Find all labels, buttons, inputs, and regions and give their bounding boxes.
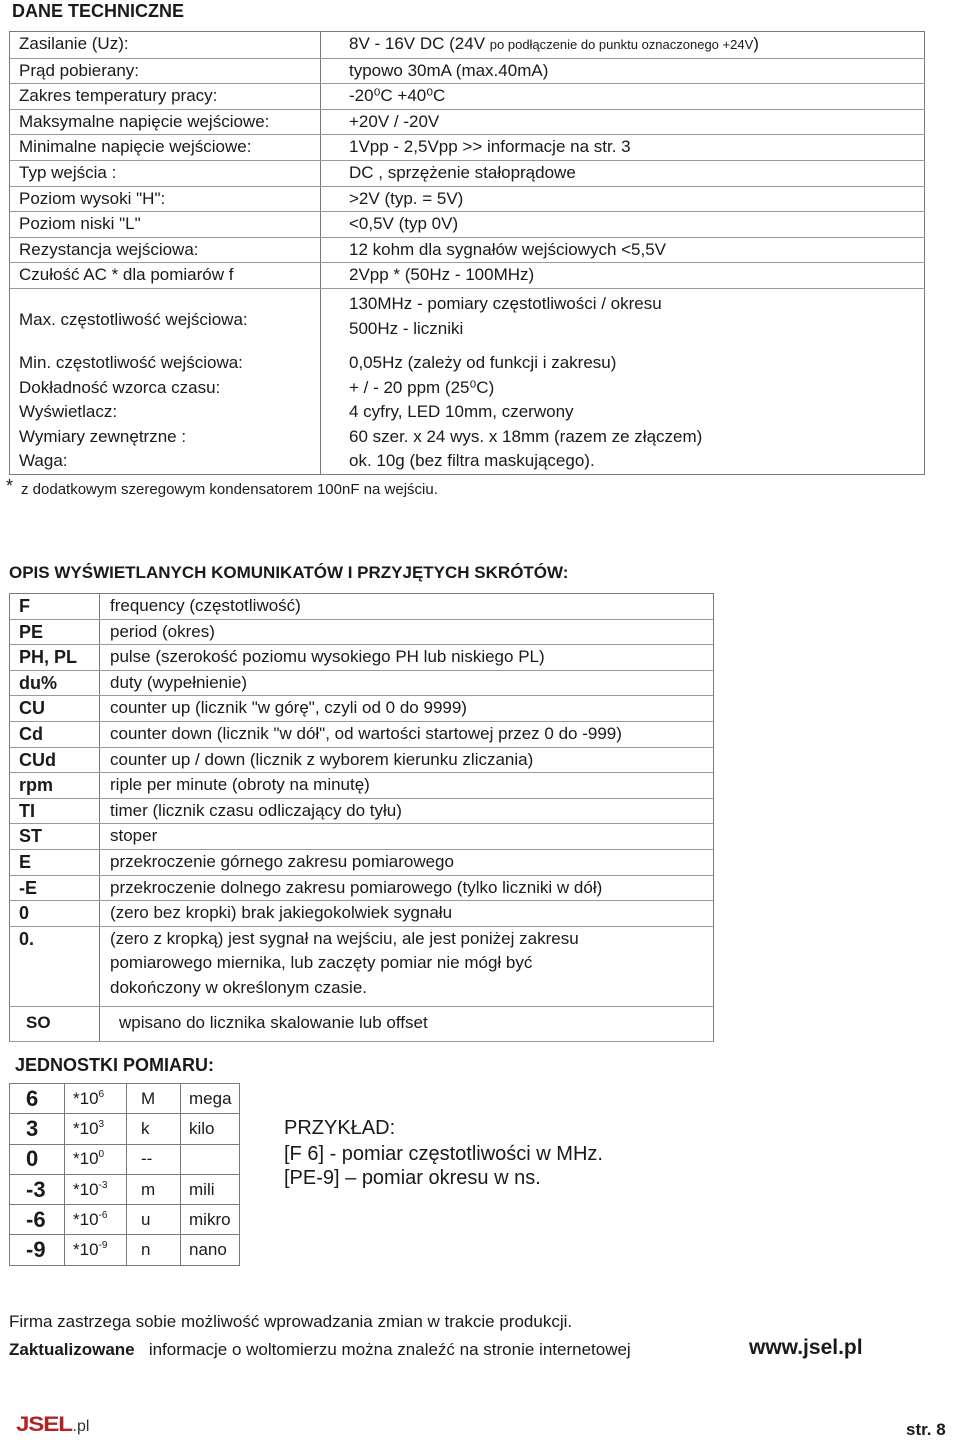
abbrev-desc: timer (licznik czasu odliczający do tyłu) bbox=[100, 798, 714, 824]
units-row bbox=[10, 1174, 240, 1204]
spec-row bbox=[10, 263, 925, 289]
abbrev-key: PE bbox=[10, 619, 100, 645]
abbrev-row bbox=[10, 747, 714, 773]
units-heading: JEDNOSTKI POMIARU: bbox=[15, 1055, 215, 1075]
unit-name: mili bbox=[181, 1174, 240, 1204]
unit-power: $*10^{-3}$ bbox=[65, 1174, 127, 1204]
footnote-mark: * bbox=[6, 476, 14, 496]
spec-value: typowo 30mA (max.40mA) bbox=[321, 58, 925, 84]
abbrev-key: Cd bbox=[10, 721, 100, 747]
spec-value: 0,05Hz (zależy od funkcji i zakresu) bbox=[349, 352, 617, 372]
abbrev-row bbox=[10, 1006, 714, 1041]
abbrev-row bbox=[10, 645, 714, 671]
unit-symbol: u bbox=[127, 1205, 181, 1235]
jsel-logo: JSEL.pl bbox=[16, 1413, 90, 1436]
unit-symbol: m bbox=[127, 1174, 181, 1204]
spec-row bbox=[10, 237, 925, 263]
unit-power: $*10^{-9}$ bbox=[65, 1235, 127, 1265]
unit-symbol: k bbox=[127, 1114, 181, 1144]
spec-row bbox=[10, 32, 925, 59]
spec-value: -20⁰C +40⁰C bbox=[321, 84, 925, 110]
abbrev-heading: OPIS WYŚWIETLANYCH KOMUNIKATÓW I PRZYJĘTYCH SKRÓTÓW: bbox=[9, 563, 569, 582]
abbrev-row bbox=[10, 619, 714, 645]
unit-exponent: -9 bbox=[10, 1235, 65, 1265]
spec-row bbox=[10, 449, 925, 474]
spec-label: Zakres temperatury pracy: bbox=[10, 84, 321, 110]
abbrev-desc: wpisano do licznika skalowanie lub offset bbox=[100, 1006, 714, 1041]
abbrev-key: -E bbox=[10, 875, 100, 901]
tech-heading: DANE TECHNICZNE bbox=[12, 1, 185, 21]
unit-symbol: n bbox=[127, 1235, 181, 1265]
abbrev-desc: przekroczenie dolnego zakresu pomiarowego (tylko liczniki w dół) bbox=[100, 875, 714, 901]
spec-label: Rezystancja wejściowa: bbox=[10, 237, 321, 263]
spec-label: Typ wejścia : bbox=[10, 160, 321, 186]
spec-row bbox=[10, 109, 925, 135]
abbrev-desc: riple per minute (obroty na minutę) bbox=[100, 773, 714, 799]
abbrev-desc: period (okres) bbox=[100, 619, 714, 645]
abbrev-desc: counter down (licznik "w dół", od wartości startowej przez 0 do -999) bbox=[100, 721, 714, 747]
unit-exponent: -6 bbox=[10, 1205, 65, 1235]
abbrev-row bbox=[10, 926, 714, 1006]
spec-value: <0,5V (typ 0V) bbox=[321, 212, 925, 238]
abbrev-row bbox=[10, 696, 714, 722]
spec-value: DC , sprzężenie stałoprądowe bbox=[321, 160, 925, 186]
abbrev-row bbox=[10, 824, 714, 850]
unit-name: mega bbox=[181, 1084, 240, 1114]
spec-row bbox=[10, 84, 925, 110]
website-link[interactable]: www.jsel.pl bbox=[749, 1336, 863, 1359]
spec-row bbox=[10, 212, 925, 238]
unit-exponent: 6 bbox=[10, 1084, 65, 1114]
spec-value: 4 cyfry, LED 10mm, czerwony bbox=[349, 402, 574, 422]
abbrev-key: E bbox=[10, 849, 100, 875]
unit-name: kilo bbox=[181, 1114, 240, 1144]
abbrev-desc: frequency (częstotliwość) bbox=[100, 594, 714, 620]
abbrev-key: 0 bbox=[10, 901, 100, 927]
unit-symbol: -- bbox=[127, 1144, 181, 1174]
spec-value: + / - 20 ppm (25⁰C) bbox=[349, 377, 495, 397]
units-row bbox=[10, 1114, 240, 1144]
abbrev-key: CUd bbox=[10, 747, 100, 773]
abbrev-desc: duty (wypełnienie) bbox=[100, 670, 714, 696]
spec-value: 130MHz - pomiary częstotliwości / okresu 500Hz - liczniki bbox=[349, 293, 662, 338]
abbrev-desc: counter up / down (licznik z wyborem kierunku zliczania) bbox=[100, 747, 714, 773]
spec-value: 12 kohm dla sygnałów wejściowych <5,5V bbox=[321, 237, 925, 263]
example-title: PRZYKŁAD: bbox=[284, 1117, 396, 1139]
spec-label: Min. częstotliwość wejściowa: bbox=[10, 351, 321, 376]
spec-label: Dokładność wzorca czasu: bbox=[10, 376, 321, 401]
spec-row bbox=[10, 400, 925, 425]
abbrev-key: ST bbox=[10, 824, 100, 850]
spec-label: Max. częstotliwość wejściowa: bbox=[10, 288, 321, 351]
spec-row bbox=[10, 160, 925, 186]
spec-label: Maksymalne napięcie wejściowe: bbox=[10, 109, 321, 135]
footnote: z dodatkowym szeregowym kondensatorem 100nF na wejściu. bbox=[21, 481, 438, 498]
disclaimer: Firma zastrzega sobie możliwość wprowadzania zmian w trakcie produkcji. bbox=[9, 1312, 573, 1331]
units-row bbox=[10, 1205, 240, 1235]
abbrev-row bbox=[10, 773, 714, 799]
abbrev-key: PH, PL bbox=[10, 645, 100, 671]
spec-label: Wymiary zewnętrzne : bbox=[10, 425, 321, 450]
abbrev-row bbox=[10, 875, 714, 901]
abbrev-row bbox=[10, 670, 714, 696]
spec-value: 8V - 16V DC (24V po podłączenie do punktu oznaczonego +24V) bbox=[321, 32, 925, 59]
abbrev-key: CU bbox=[10, 696, 100, 722]
spec-value: >2V (typ. = 5V) bbox=[321, 186, 925, 212]
unit-name: mikro bbox=[181, 1205, 240, 1235]
spec-value: ok. 10g (bez filtra maskującego). bbox=[349, 451, 595, 471]
abbrev-key: du% bbox=[10, 670, 100, 696]
units-row bbox=[10, 1084, 240, 1114]
spec-label: Prąd pobierany: bbox=[10, 58, 321, 84]
spec-row bbox=[10, 58, 925, 84]
abbrev-row bbox=[10, 721, 714, 747]
spec-label: Minimalne napięcie wejściowe: bbox=[10, 135, 321, 161]
abbrev-key: 0. bbox=[10, 926, 100, 1006]
spec-value: 2Vpp * (50Hz - 100MHz) bbox=[321, 263, 925, 289]
abbrev-row bbox=[10, 798, 714, 824]
abbrev-desc: counter up (licznik "w górę", czyli od 0 do 9999) bbox=[100, 696, 714, 722]
unit-power: $*10^0$ bbox=[65, 1144, 127, 1174]
spec-label: Czułość AC * dla pomiarów f bbox=[10, 263, 321, 289]
update-note: Zaktualizowane informacje o woltomierzu można znaleźć na stronie internetowej bbox=[9, 1340, 631, 1359]
abbrev-row bbox=[10, 594, 714, 620]
abbrev-row bbox=[10, 849, 714, 875]
spec-label: Wyświetlacz: bbox=[10, 400, 321, 425]
unit-exponent: 0 bbox=[10, 1144, 65, 1174]
abbrev-key: F bbox=[10, 594, 100, 620]
units-row bbox=[10, 1144, 240, 1174]
units-row bbox=[10, 1235, 240, 1265]
abbrev-desc: przekroczenie górnego zakresu pomiarowego bbox=[100, 849, 714, 875]
abbrev-row bbox=[10, 901, 714, 927]
unit-name: nano bbox=[181, 1235, 240, 1265]
spec-row bbox=[10, 186, 925, 212]
example-line: [PE-9] – pomiar okresu w ns. bbox=[284, 1167, 541, 1189]
abbrev-key: TI bbox=[10, 798, 100, 824]
abbrev-desc: stoper bbox=[100, 824, 714, 850]
spec-label: Waga: bbox=[10, 449, 321, 474]
spec-label: Zasilanie (Uz): bbox=[10, 32, 321, 59]
tech-spec-table bbox=[9, 31, 925, 475]
spec-value: 60 szer. x 24 wys. x 18mm (razem ze złączem) bbox=[349, 426, 703, 446]
unit-exponent: -3 bbox=[10, 1174, 65, 1204]
spec-value: +20V / -20V bbox=[321, 109, 925, 135]
abbrev-key: SO bbox=[10, 1006, 100, 1041]
spec-row bbox=[10, 376, 925, 401]
unit-name bbox=[181, 1144, 240, 1174]
spec-label: Poziom niski "L" bbox=[10, 212, 321, 238]
spec-value: 1Vpp - 2,5Vpp >> informacje na str. 3 bbox=[321, 135, 925, 161]
spec-row bbox=[10, 288, 925, 351]
unit-symbol: M bbox=[127, 1084, 181, 1114]
unit-power: $*10^6$ bbox=[65, 1084, 127, 1114]
unit-power: $*10^3$ bbox=[65, 1114, 127, 1144]
spec-label: Poziom wysoki "H": bbox=[10, 186, 321, 212]
abbrev-table bbox=[9, 593, 714, 1042]
spec-row bbox=[10, 135, 925, 161]
spec-row bbox=[10, 351, 925, 376]
example-line: [F 6] - pomiar częstotliwości w MHz. bbox=[284, 1143, 603, 1165]
unit-exponent: 3 bbox=[10, 1114, 65, 1144]
unit-power: $*10^{-6}$ bbox=[65, 1205, 127, 1235]
units-table bbox=[9, 1083, 240, 1266]
page-number: str. 8 bbox=[906, 1420, 946, 1439]
abbrev-desc: (zero bez kropki) brak jakiegokolwiek sygnału bbox=[100, 901, 714, 927]
spec-row bbox=[10, 425, 925, 450]
abbrev-key: rpm bbox=[10, 773, 100, 799]
abbrev-desc: (zero z kropką) jest sygnał na wejściu, ale jest poniżej zakresu pomiarowego miernika, lub zaczęty pomiar nie mógł być dokończony w określonym czasie. bbox=[100, 926, 714, 1006]
abbrev-desc: pulse (szerokość poziomu wysokiego PH lub niskiego PL) bbox=[100, 645, 714, 671]
